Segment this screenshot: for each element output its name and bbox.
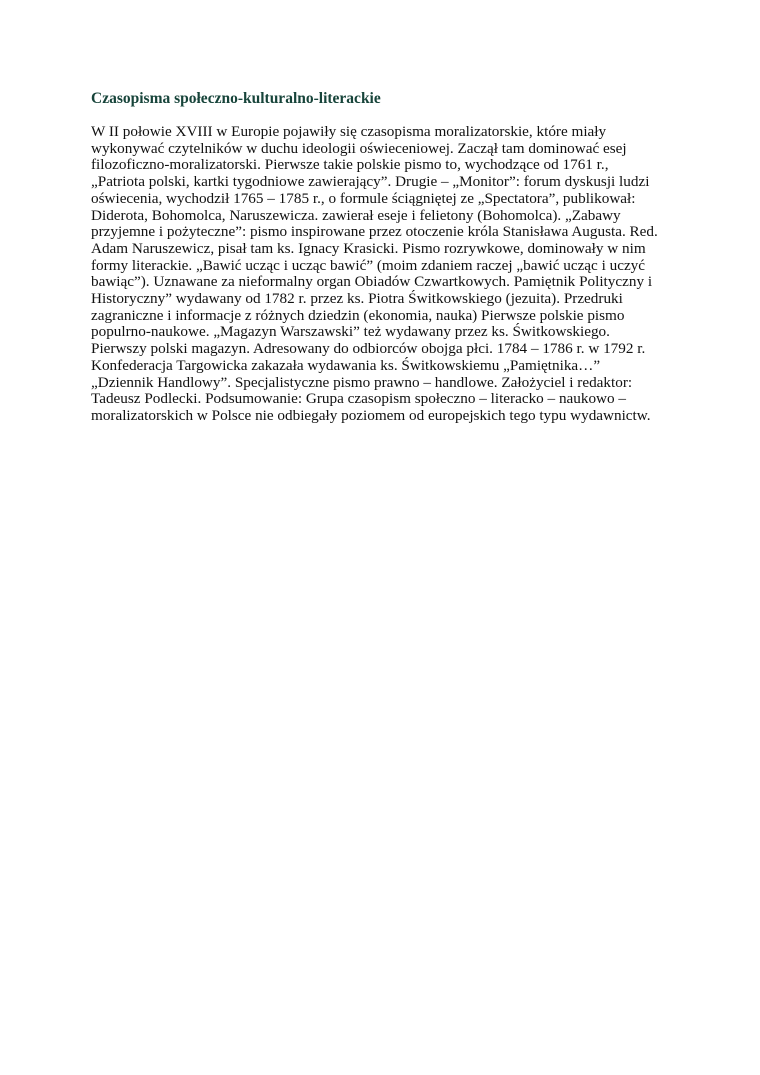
text-line: „Patriota polski, kartki tygodniowe zawierający”. Drugie – „Monitor”: forum dyskusji ludzi [91, 173, 650, 191]
section-heading: Czasopisma społeczno-kulturalno-literackie [91, 90, 381, 107]
text-line: Konfederacja Targowicka zakazała wydawania ks. Świtkowskiemu „Pamiętnika…” [91, 356, 601, 374]
text-line: moralizatorskich w Polsce nie odbiegały poziomem od europejskich tego typu wydawnictw. [91, 406, 651, 424]
text-line: Diderota, Bohomolca, Naruszewicza. zawierał eseje i felietony (Bohomolca). „Zabawy [91, 206, 621, 224]
text-line: W II połowie XVIII w Europie pojawiły się czasopisma moralizatorskie, które miały [91, 123, 607, 140]
text-line: Tadeusz Podlecki. Podsumowanie: Grupa czasopism społeczno – literacko – naukowo – [91, 390, 627, 408]
text-line: Historyczny” wydawany od 1782 r. przez ks. Piotra Świtkowskiego (jezuita). Przedruki [91, 290, 623, 308]
text-line: „Dziennik Handlowy”. Specjalistyczne pismo prawno – handlowe. Założyciel i redaktor: [91, 373, 633, 391]
text-line: Pierwszy polski magazyn. Adresowany do odbiorców obojga płci. 1784 – 1786 r. w 1792 r. [91, 340, 646, 358]
text-line: filozoficzno-moralizatorski. Pierwsze takie polskie pismo to, wychodzące od 1761 r., [91, 156, 609, 174]
text-line: wykonywać czytelników w duchu ideologii oświeceniowej. Zaczął tam dominować esej [91, 139, 627, 157]
text-line: zagraniczne i informacje z różnych dziedzin (ekonomia, nauka) Pierwsze polskie pismo [91, 306, 625, 324]
body-paragraph [91, 124, 658, 425]
text-line: przyjemne i pożyteczne”: pismo inspirowane przez otoczenie króla Stanisława Augusta. Red. [91, 223, 658, 241]
text-line: populrno-naukowe. „Magazyn Warszawski” też wydawany przez ks. Świtkowskiego. [91, 323, 610, 341]
text-line: formy literackie. „Bawić ucząc i ucząc bawić” (moim zdaniem raczej „bawić ucząc i uczyć [91, 256, 646, 274]
text-line: oświecenia, wychodził 1765 – 1785 r., o formule ściągniętej ze „Spectatora”, publikował: [91, 189, 636, 207]
text-line: Adam Naruszewicz, pisał tam ks. Ignacy Krasicki. Pismo rozrywkowe, dominowały w nim [91, 239, 646, 257]
text-line: bawiąc”). Uznawane za nieformalny organ Obiadów Czwartkowych. Pamiętnik Polityczny i [91, 273, 653, 291]
